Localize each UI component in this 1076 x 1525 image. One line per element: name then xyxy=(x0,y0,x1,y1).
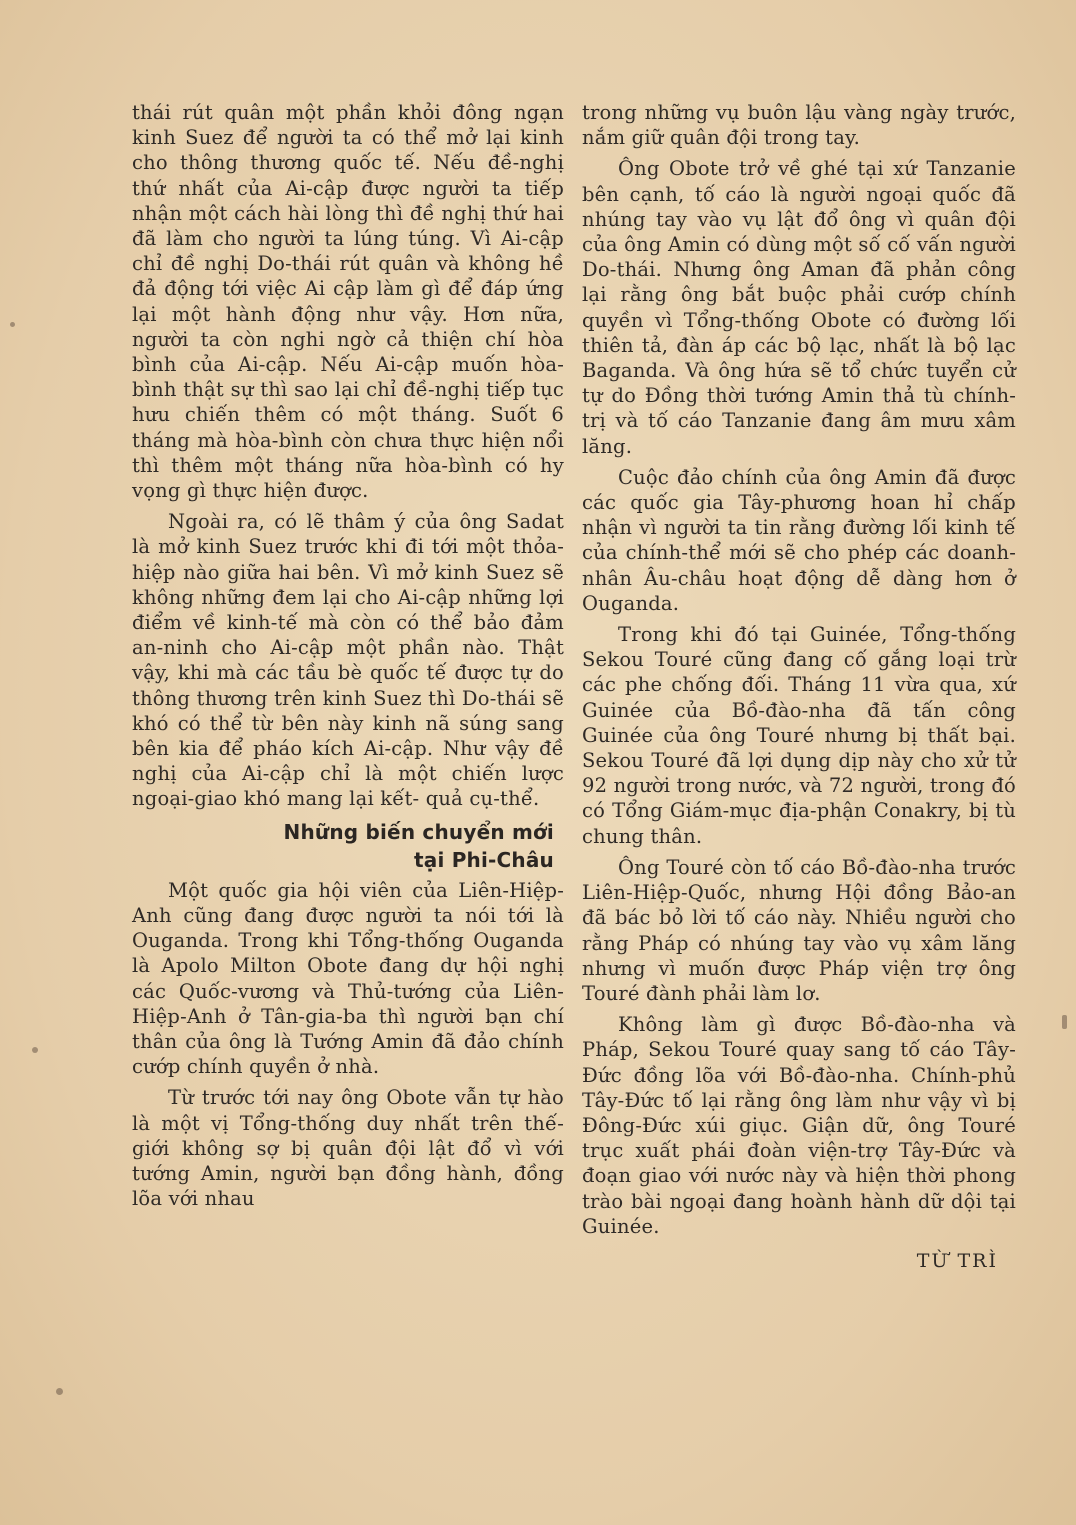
paragraph: Cuộc đảo chính của ông Amin đã được các quốc gia Tây-phương hoan hỉ chấp nhận vì người ta tin rằng đường lối kinh tế của chính-thể mới sẽ cho phép các doanh-nhân Âu-châu hoạt động dễ dàng hơn ở Ouganda. xyxy=(582,465,1016,615)
section-heading xyxy=(132,818,554,874)
paper-speck xyxy=(10,322,15,327)
author-signature: TỪ TRÌ xyxy=(916,1249,998,1272)
section-heading-line1: Những biến chuyển mới xyxy=(283,819,554,844)
paragraph: Ông Touré còn tố cáo Bồ-đào-nha trước Liên-Hiệp-Quốc, nhưng Hội đồng Bảo-an đã bác bỏ lời tố cáo này. Nhiều người cho rằng Pháp có nhúng tay vào vụ xâm lăng nhưng vì muốn được Pháp viện trợ ông Touré đành phải làm lơ. xyxy=(582,855,1016,1005)
paragraph: thái rút quân một phần khỏi đông ngạn kinh Suez để người ta có thể mở lại kinh cho thông thương quốc tế. Nếu đề-nghị thứ nhất của Ai-cập được người ta tiếp nhận một cách hài lòng thì đề nghị thứ hai đã làm cho người ta lúng túng. Vì Ai-cập chỉ đề nghị Do-thái rút quân và không hề đả động tới việc Ai cập làm gì để đáp ứng lại một hành động như vậy. Hơn nữa, người ta còn nghi ngờ cả thiện chí hòa bình của Ai-cập. Nếu Ai-cập muốn hòa-bình thật sự thì sao lại chỉ đề-nghị tiếp tục hưu chiến thêm có một tháng. Suốt 6 tháng mà hòa-bình còn chưa thực hiện nổi thì thêm một tháng nữa hòa-bình có hy vọng gì thực hiện được. xyxy=(132,101,564,503)
paragraph: trong những vụ buôn lậu vàng ngày trước, nắm giữ quân đội trong tay. xyxy=(582,101,1016,150)
left-column xyxy=(132,100,564,1217)
paper-speck xyxy=(1062,1015,1067,1029)
paragraph: Không làm gì được Bồ-đào-nha và Pháp, Sekou Touré quay sang tố cáo Tây-Đức đồng lõa với Bồ-đào-nha. Chính-phủ Tây-Đức tố lại rằng ông làm như vậy vì bị Đông-Đức xúi giục. Giận dữ, ông Touré trục xuất phái đoàn viện-trợ Tây-Đức và đoạn giao với nước này và hiện thời phong trào bài ngoại đang hoành hành dữ dội tại Guinée. xyxy=(582,1013,1016,1238)
paragraph: Ngoài ra, có lẽ thâm ý của ông Sadat là mở kinh Suez trước khi đi tới một thỏa-hiệp nào giữa hai bên. Vì mở kinh Suez sẽ không những đem lại cho Ai-cập những lợi điểm về kinh-tế mà còn có thể bảo đảm an-ninh cho Ai-cập một phần nào. Thật vậy, khi mà các tầu bè quốc tế được tự do thông thương trên kinh Suez thì Do-thái sẽ khó có thể từ bên này kinh nã súng sang bên kia để pháo kích Ai-cập. Như vậy đề nghị của Ai-cập chỉ là một chiến lược ngoại-giao khó mang lại kết- quả cụ-thể. xyxy=(132,510,564,811)
right-column xyxy=(582,100,1016,1274)
section-heading-line2: tại Phi-Châu xyxy=(414,847,554,872)
paragraph: Trong khi đó tại Guinée, Tổng-thống Sekou Touré cũng đang cố gắng loại trừ các phe chống đối. Tháng 11 vừa qua, xứ Guinée của Bồ-đào-nha đã tấn công Guinée của ông Touré nhưng bị thất bại. Sekou Touré đã lợi dụng dịp này cho xử tử 92 người trong nước, và 72 người, trong đó có Tổng Giám-mục địa-phận Conakry, bị tù chung thân. xyxy=(582,623,1016,848)
paragraph: Một quốc gia hội viên của Liên-Hiệp-Anh cũng đang được người ta nói tới là Ouganda. Trong khi Tổng-thống Ouganda là Apolo Milton Obote đang dự hội nghị các Quốc-vương và Thủ-tướng của Liên-Hiệp-Anh ở Tân-gia-ba thì người bạn chí thân của ông là Tướng Amin đã đảo chính cướp chính quyền ở nhà. xyxy=(132,878,564,1079)
paragraph: Từ trước tới nay ông Obote vẫn tự hào là một vị Tổng-thống duy nhất trên thế-giới không sợ bị quân đội lật đổ vì với tướng Amin, người bạn đồng hành, đồng lõa với nhau xyxy=(132,1086,564,1211)
paper-speck xyxy=(56,1388,63,1395)
paper-speck xyxy=(32,1047,38,1053)
paragraph: Ông Obote trở về ghé tại xứ Tanzanie bên cạnh, tố cáo là người ngoại quốc đã nhúng tay vào vụ lật đổ ông vì quân đội của ông Amin có dùng một số cố vấn người Do-thái. Nhưng ông Aman đã phản công lại rằng ông bắt buộc phải cướp chính quyền vì Tổng-thống Obote có đường lối thiên tả, đàn áp các bộ lạc, nhất là bộ lạc Baganda. Và ông hứa sẽ tổ chức tuyển cử tự do Đồng thời tướng Amin thả tù chính-trị và tố cáo Tanzanie đang âm mưu xâm lăng. xyxy=(582,157,1016,458)
